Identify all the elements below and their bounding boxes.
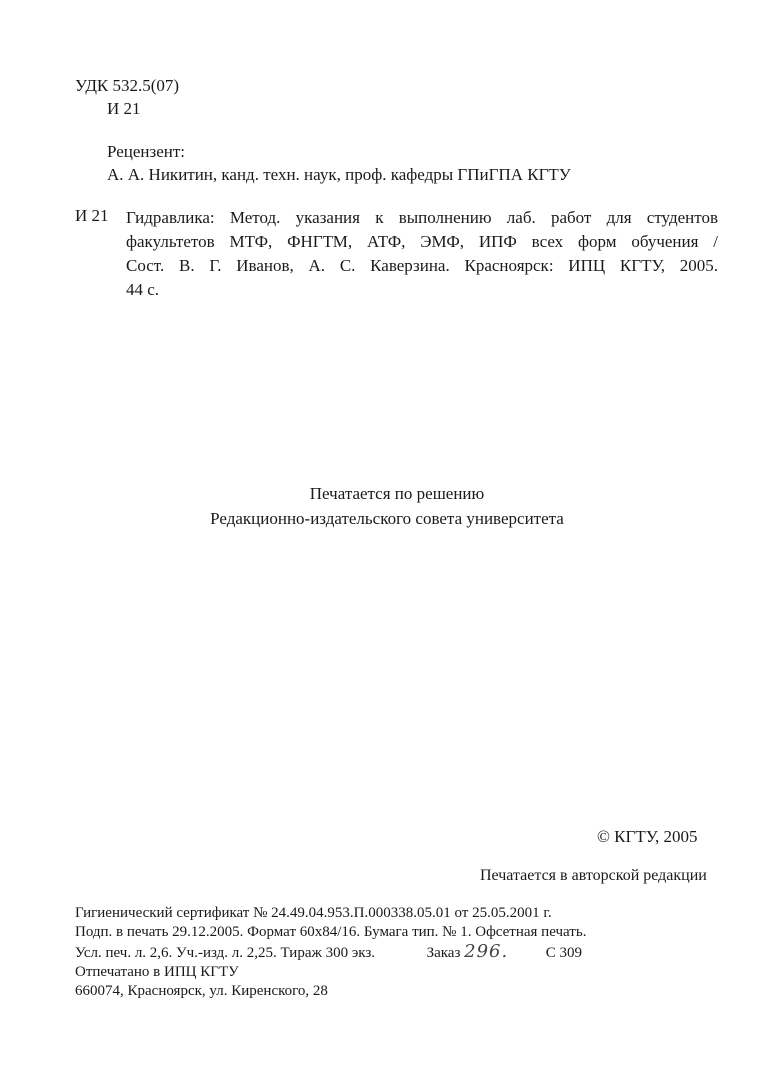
decision-line-1: Печатается по решению (309, 484, 485, 503)
copyright: © КГТУ, 2005 (597, 827, 698, 846)
publication-decision (0, 481, 774, 531)
authors-edition-note: Печатается в авторской редакции (480, 867, 707, 884)
imprint-block (75, 904, 586, 1001)
printed-at-line: Отпечатано в ИПЦ КГТУ (75, 964, 239, 980)
order-number: 296. (464, 941, 509, 962)
annotation-line: факультетов МТФ, ФНГТМ, АТФ, ЭМФ, ИПФ всех форм обучения / (126, 232, 718, 251)
address-line: 660074, Красноярск, ул. Киренского, 28 (75, 983, 328, 999)
certificate-line: Гигиенический сертификат № 24.49.04.953.П.000338.05.01 от 25.05.2001 г. (75, 905, 552, 921)
annotation-line: Гидравлика: Метод. указания к выполнению лаб. работ для студентов (126, 208, 718, 227)
annotation-line: 44 с. (126, 280, 160, 299)
print-info-line: Подп. в печать 29.12.2005. Формат 60х84/16. Бумага тип. № 1. Офсетная печать. (75, 924, 587, 940)
annotation-block (126, 206, 718, 302)
decision-line-2: Редакционно-издательского совета университета (210, 509, 564, 528)
library-code: И 21 (107, 99, 141, 118)
reviewer-label: Рецензент: (107, 142, 186, 161)
volume-text: Усл. печ. л. 2,6. Уч.-изд. л. 2,25. Тираж 300 экз. (75, 945, 376, 961)
annotation-line: Сост. В. Г. Иванов, А. С. Каверзина. Красноярск: ИПЦ КГТУ, 2005. (126, 256, 718, 275)
order-code: С 309 (545, 945, 582, 961)
volume-line (75, 942, 586, 963)
udk-code: УДК 532.5(07) (75, 76, 180, 95)
reviewer-text: А. А. Никитин, канд. техн. наук, проф. кафедры ГПиГПА КГТУ (107, 165, 571, 184)
order-label: Заказ (426, 945, 461, 961)
annotation-code: И 21 (75, 206, 109, 225)
